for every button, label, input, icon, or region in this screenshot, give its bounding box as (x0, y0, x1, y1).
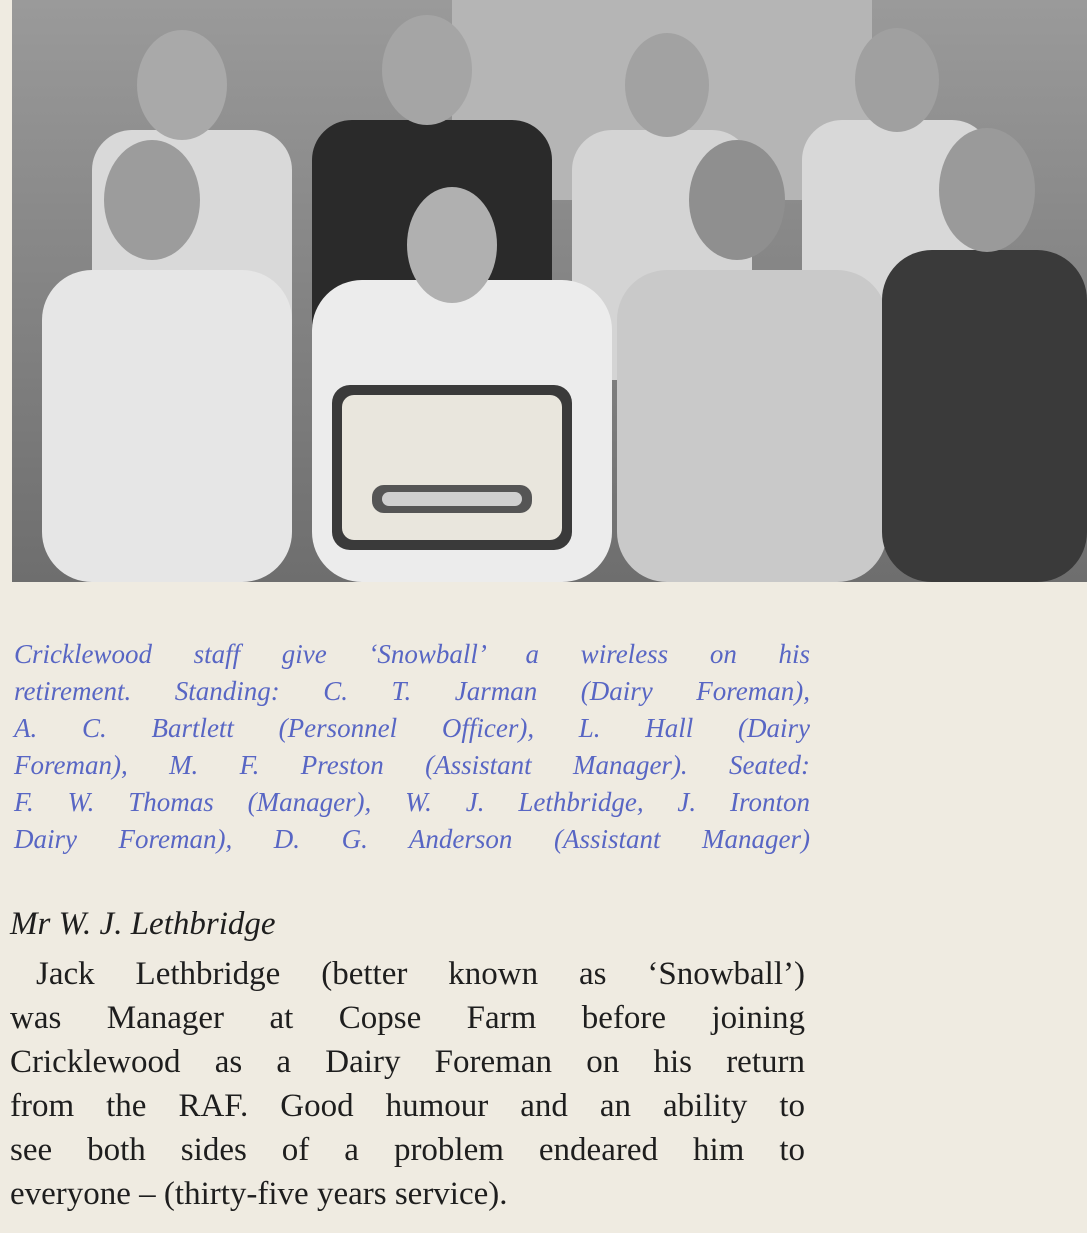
body-line: was Manager at Copse Farm before joining (10, 1000, 805, 1036)
caption-line: F. W. Thomas (Manager), W. J. Lethbridge, J. Ironton (14, 787, 810, 817)
caption-line: Cricklewood staff give ‘Snowball’ a wireless on his (14, 639, 810, 669)
caption-line: A. C. Bartlett (Personnel Officer), L. Hall (Dairy (14, 713, 810, 743)
body-line: see both sides of a problem endeared him to (10, 1132, 805, 1168)
article-heading: Mr W. J. Lethbridge (10, 906, 276, 942)
body-line: Cricklewood as a Dairy Foreman on his return (10, 1044, 805, 1080)
photo-illustration (12, 0, 1087, 582)
body-line: from the RAF. Good humour and an ability to (10, 1088, 805, 1124)
body-line: Jack Lethbridge (better known as ‘Snowball’) (36, 956, 805, 992)
body-line: everyone – (thirty-five years service). (10, 1176, 508, 1212)
article-body (10, 952, 805, 1216)
group-photo (12, 0, 1087, 582)
caption-line: Foreman), M. F. Preston (Assistant Manager). Seated: (14, 750, 810, 780)
caption-line: Dairy Foreman), D. G. Anderson (Assistant Manager) (14, 824, 810, 854)
photo-caption (14, 636, 810, 858)
wireless-radio (332, 385, 572, 550)
caption-line: retirement. Standing: C. T. Jarman (Dairy Foreman), (14, 676, 810, 706)
